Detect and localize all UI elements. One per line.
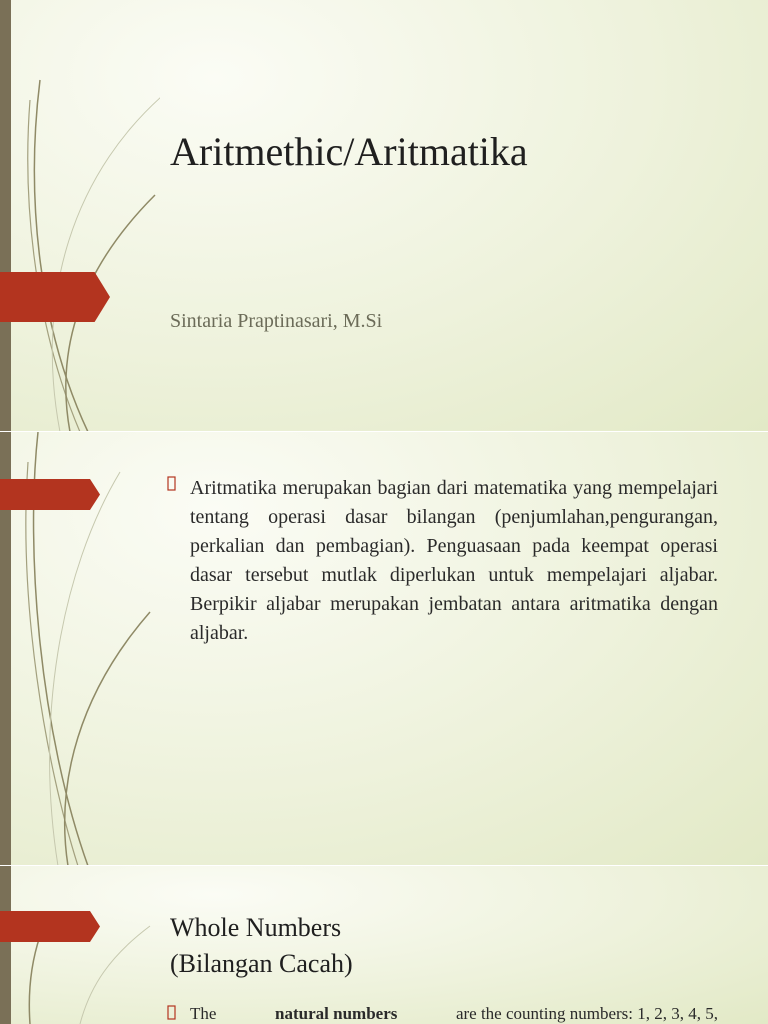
slide-title [0, 0, 768, 432]
natural-numbers-block [170, 1004, 718, 1024]
author-name: Sintaria Praptinasari, M.Si [170, 310, 383, 332]
decorative-swoosh [0, 866, 160, 1024]
decorative-swoosh [0, 0, 160, 432]
bullet-icon [167, 476, 177, 492]
bold-term: natural numbers [275, 1004, 398, 1023]
accent-flag [0, 272, 110, 322]
heading-line: Whole Numbers [170, 913, 342, 942]
accent-flag [0, 479, 100, 510]
natural-numbers-text [190, 1004, 718, 1024]
text-before: The [190, 1004, 217, 1023]
section-heading [170, 910, 353, 982]
slide-title-text: Aritmethic/Aritmatika [170, 129, 528, 174]
slide-definition [0, 432, 768, 866]
heading-line: (Bilangan Cacah) [170, 949, 353, 978]
bullet-icon [167, 1005, 177, 1021]
definition-block [170, 474, 718, 648]
accent-flag [0, 911, 100, 942]
text-after: are the counting numbers: 1, 2, 3, 4, 5, [455, 1004, 718, 1023]
slide-whole-numbers [0, 866, 768, 1024]
definition-paragraph: Aritmatika merupakan bagian dari matematika yang mempelajari tentang operasi dasar bilangan (penjumlahan,pengurangan, perkalian dan pembagian). Penguasaan pada keempat operasi dasar tersebut mutlak diperlukan untuk mempelajari aljabar. Berpikir aljabar merupakan jembatan antara aritmatika dengan aljabar. [190, 477, 718, 644]
